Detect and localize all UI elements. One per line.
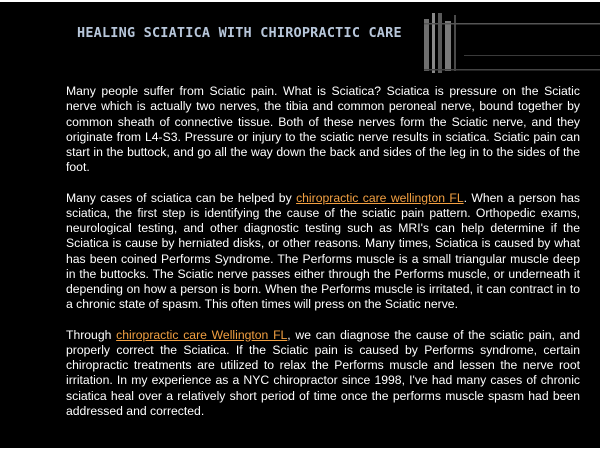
slide xyxy=(0,2,600,448)
chiropractic-care-link-1[interactable]: chiropractic care wellington FL xyxy=(296,190,464,205)
decorative-stripes xyxy=(424,11,600,75)
slide-title: HEALING SCIATICA WITH CHIROPRACTIC CARE xyxy=(77,25,402,41)
paragraph-causes-lead: Many cases of sciatica can be helped by xyxy=(66,190,297,205)
paragraph-treatment-lead: Through xyxy=(66,327,117,342)
paragraph-intro-text: Many people suffer from Sciatic pain. What is Sciatica? Sciatica is pressure on the Sciatic nerve which is actually two nerves, the tibia and common peroneal nerve, bound together by common sheath of connective tissue. Both of these nerves form the Sciatic nerve, and they originate from L4-S3. Pressure or injury to the sciatic nerve results in sciatica. Sciatic pain can start in the buttock, and go all the way down the back and sides of the leg in to the sides of the foot. xyxy=(66,84,580,175)
paragraph-causes xyxy=(66,191,580,313)
paragraph-causes-rest: . When a person has sciatica, the first step is identifying the cause of the sciatic pain pattern. Orthopedic exams, neurological testing, and other diagnostic testing such as MRI's can help determine if the Sciatica is cause by herniated disks, or other reasons. Many times, Sciatica is caused by what has been coined Performs Syndrome. The Performs muscle is a small triangular muscle deep in the buttocks. The Sciatic nerve passes either through the Performs muscle, or underneath it depending on how a person is born. When the Performs muscle is irritated, it can contract in to a chronic state of spasm. This often times will press on the Sciatic nerve. xyxy=(66,190,580,312)
chiropractic-care-link-2[interactable]: chiropractic care Wellington FL xyxy=(116,327,288,342)
paragraph-intro xyxy=(66,84,580,176)
body-text xyxy=(66,84,580,434)
paragraph-treatment-rest: , we can diagnose the cause of the sciatic pain, and properly correct the Sciatica. If the Sciatic pain is caused by Performs syndrome, certain chiropractic treatments are utilized to relax the Performs muscle and lessen the nerve root irritation. In my experience as a NYC chiropractor since 1998, I've had many cases of chronic sciatica heal over a relatively short period of time once the performs muscle spasm had been addressed and corrected. xyxy=(66,327,580,418)
paragraph-treatment xyxy=(66,328,580,420)
